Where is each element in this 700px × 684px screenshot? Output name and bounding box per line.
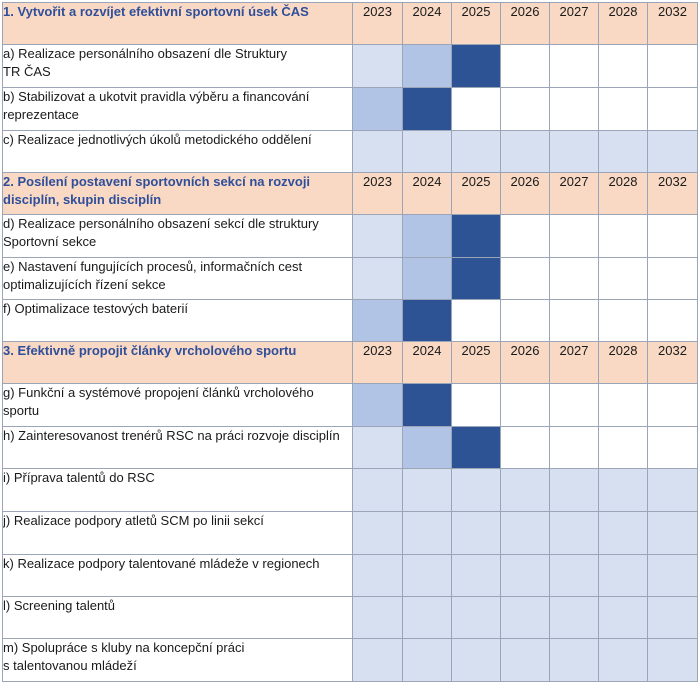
timeline-cell	[599, 597, 648, 639]
year-header: 2027	[550, 3, 599, 45]
timeline-cell	[599, 384, 648, 427]
timeline-cell	[403, 639, 452, 682]
task-label: l) Screening talentů	[3, 597, 353, 639]
timeline-cell	[550, 512, 599, 555]
timeline-cell	[353, 639, 403, 682]
year-header: 2026	[501, 173, 550, 215]
timeline-cell	[599, 215, 648, 258]
timeline-cell	[501, 639, 550, 682]
timeline-cell	[452, 597, 501, 639]
timeline-cell	[550, 427, 599, 469]
task-row	[3, 512, 698, 555]
timeline-cell	[648, 597, 698, 639]
timeline-cell	[403, 88, 452, 131]
timeline-cell	[501, 45, 550, 88]
year-header: 2024	[403, 342, 452, 384]
task-row	[3, 131, 698, 173]
timeline-cell	[648, 215, 698, 258]
timeline-cell	[599, 131, 648, 173]
timeline-cell	[550, 597, 599, 639]
timeline-cell	[403, 258, 452, 300]
timeline-cell	[452, 300, 501, 342]
task-row	[3, 384, 698, 427]
gantt-table	[2, 2, 698, 682]
timeline-cell	[452, 512, 501, 555]
year-header: 2025	[452, 342, 501, 384]
timeline-cell	[501, 300, 550, 342]
timeline-cell	[452, 45, 501, 88]
timeline-cell	[501, 258, 550, 300]
year-header: 2025	[452, 173, 501, 215]
timeline-cell	[353, 555, 403, 597]
task-label: j) Realizace podpory atletů SCM po linii sekcí	[3, 512, 353, 555]
timeline-cell	[648, 469, 698, 512]
gantt-body	[3, 3, 698, 682]
timeline-cell	[353, 300, 403, 342]
timeline-cell	[648, 258, 698, 300]
timeline-cell	[599, 88, 648, 131]
task-row	[3, 639, 698, 682]
timeline-cell	[403, 300, 452, 342]
year-header: 2024	[403, 3, 452, 45]
year-header: 2032	[648, 173, 698, 215]
timeline-cell	[501, 555, 550, 597]
timeline-cell	[550, 88, 599, 131]
task-row	[3, 427, 698, 469]
timeline-cell	[648, 384, 698, 427]
task-label: d) Realizace personálního obsazení sekcí dle struktury Sportovní sekce	[3, 215, 353, 258]
timeline-cell	[599, 512, 648, 555]
timeline-cell	[403, 45, 452, 88]
task-row	[3, 215, 698, 258]
year-header: 2023	[353, 342, 403, 384]
timeline-cell	[599, 300, 648, 342]
timeline-cell	[648, 427, 698, 469]
section-header	[3, 3, 698, 45]
timeline-cell	[353, 427, 403, 469]
timeline-cell	[353, 512, 403, 555]
section-header	[3, 173, 698, 215]
task-label: g) Funkční a systémové propojení článků vrcholového sportu	[3, 384, 353, 427]
timeline-cell	[599, 639, 648, 682]
timeline-cell	[452, 427, 501, 469]
timeline-cell	[501, 384, 550, 427]
timeline-cell	[648, 300, 698, 342]
timeline-cell	[452, 639, 501, 682]
year-header: 2024	[403, 173, 452, 215]
year-header: 2032	[648, 3, 698, 45]
timeline-cell	[599, 555, 648, 597]
task-label: m) Spolupráce s kluby na koncepční práci s talentovanou mládeží	[3, 639, 353, 682]
section-title: 3. Efektivně propojit články vrcholového sportu	[3, 342, 353, 384]
timeline-cell	[452, 131, 501, 173]
timeline-cell	[648, 512, 698, 555]
timeline-cell	[353, 384, 403, 427]
timeline-cell	[550, 384, 599, 427]
task-label: i) Příprava talentů do RSC	[3, 469, 353, 512]
timeline-cell	[648, 555, 698, 597]
task-row	[3, 258, 698, 300]
timeline-cell	[353, 469, 403, 512]
timeline-cell	[501, 427, 550, 469]
task-label: c) Realizace jednotlivých úkolů metodického oddělení	[3, 131, 353, 173]
year-header: 2027	[550, 342, 599, 384]
task-row	[3, 45, 698, 88]
timeline-cell	[452, 555, 501, 597]
timeline-cell	[599, 469, 648, 512]
timeline-cell	[501, 597, 550, 639]
task-label: f) Optimalizace testových baterií	[3, 300, 353, 342]
task-label: e) Nastavení fungujících procesů, informačních cest optimalizujících řízení sekce	[3, 258, 353, 300]
task-label: h) Zainteresovanost trenérů RSC na práci rozvoje disciplín	[3, 427, 353, 469]
timeline-cell	[403, 597, 452, 639]
task-label: a) Realizace personálního obsazení dle Struktury TR ČAS	[3, 45, 353, 88]
task-row	[3, 555, 698, 597]
section-title: 2. Posílení postavení sportovních sekcí na rozvoji disciplín, skupin disciplín	[3, 173, 353, 215]
year-header: 2023	[353, 3, 403, 45]
year-header: 2026	[501, 3, 550, 45]
timeline-cell	[403, 427, 452, 469]
year-header: 2025	[452, 3, 501, 45]
timeline-cell	[403, 215, 452, 258]
timeline-cell	[550, 555, 599, 597]
timeline-cell	[452, 215, 501, 258]
timeline-cell	[550, 131, 599, 173]
timeline-cell	[452, 469, 501, 512]
timeline-cell	[599, 45, 648, 88]
year-header: 2032	[648, 342, 698, 384]
timeline-cell	[403, 469, 452, 512]
timeline-cell	[599, 427, 648, 469]
timeline-cell	[353, 131, 403, 173]
year-header: 2023	[353, 173, 403, 215]
timeline-cell	[599, 258, 648, 300]
task-label: k) Realizace podpory talentované mládeže v regionech	[3, 555, 353, 597]
task-row	[3, 88, 698, 131]
timeline-cell	[648, 88, 698, 131]
section-title: 1. Vytvořit a rozvíjet efektivní sportovní úsek ČAS	[3, 3, 353, 45]
timeline-cell	[353, 597, 403, 639]
timeline-cell	[550, 215, 599, 258]
year-header: 2027	[550, 173, 599, 215]
timeline-cell	[403, 555, 452, 597]
task-label: b) Stabilizovat a ukotvit pravidla výběru a financování reprezentace	[3, 88, 353, 131]
task-row	[3, 469, 698, 512]
timeline-cell	[353, 258, 403, 300]
task-row	[3, 597, 698, 639]
timeline-cell	[648, 639, 698, 682]
year-header: 2028	[599, 342, 648, 384]
timeline-cell	[501, 469, 550, 512]
timeline-cell	[452, 88, 501, 131]
timeline-cell	[452, 258, 501, 300]
timeline-cell	[353, 215, 403, 258]
task-row	[3, 300, 698, 342]
timeline-cell	[550, 258, 599, 300]
timeline-cell	[501, 512, 550, 555]
timeline-cell	[648, 45, 698, 88]
timeline-cell	[403, 131, 452, 173]
timeline-cell	[550, 639, 599, 682]
year-header: 2028	[599, 3, 648, 45]
year-header: 2026	[501, 342, 550, 384]
timeline-cell	[501, 215, 550, 258]
timeline-cell	[648, 131, 698, 173]
timeline-cell	[353, 88, 403, 131]
section-header	[3, 342, 698, 384]
timeline-cell	[452, 384, 501, 427]
year-header: 2028	[599, 173, 648, 215]
timeline-cell	[550, 469, 599, 512]
timeline-cell	[353, 45, 403, 88]
timeline-cell	[501, 131, 550, 173]
timeline-cell	[550, 300, 599, 342]
timeline-cell	[550, 45, 599, 88]
timeline-cell	[403, 512, 452, 555]
timeline-cell	[403, 384, 452, 427]
timeline-cell	[501, 88, 550, 131]
